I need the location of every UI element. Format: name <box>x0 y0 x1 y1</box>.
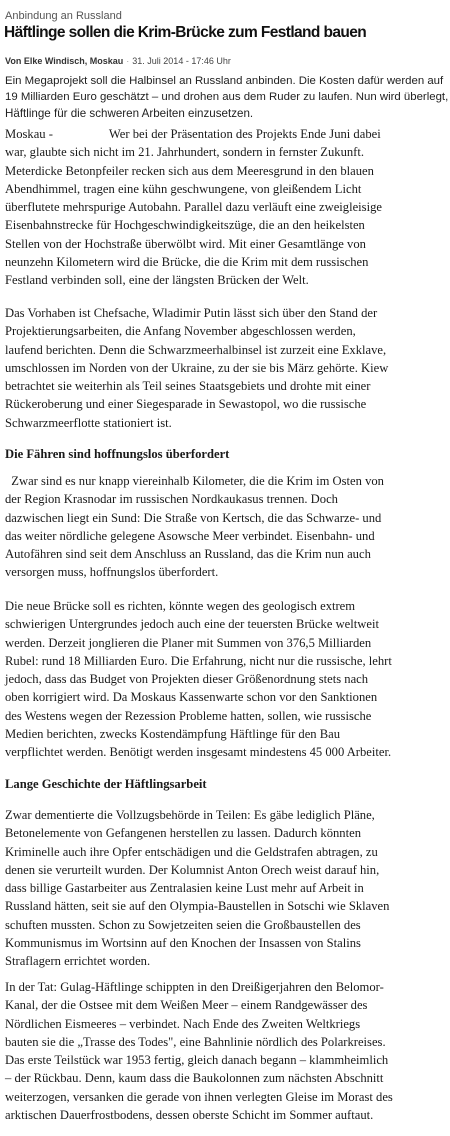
paragraph-line: Meterdicke Betonpfeiler recken sich aus dem Meeresgrund in den blauen <box>5 163 374 178</box>
section-heading: Lange Geschichte der Häftlingsarbeit <box>5 777 207 791</box>
paragraph-4 <box>5 597 448 762</box>
paragraph-line: Kanal, der die Ostsee mit dem Weißen Meer – einem Randgewässer des <box>5 998 368 1013</box>
article-byline <box>5 56 231 66</box>
dateline: Moskau - <box>5 127 53 141</box>
byline-date: 31. Juli 2014 - 17:46 Uhr <box>132 56 231 66</box>
paragraph-line: Eisenbahnstrecke für Hochgeschwindigkeitszüge, die an den heikelsten <box>5 218 365 233</box>
paragraph-line: dazwischen liegt ein Sund: Die Straße von Kertsch, die das Schwarze- und <box>5 510 382 525</box>
paragraph-line: Das Vorhaben ist Chefsache, Wladimir Putin lässt sich über den Stand der <box>5 306 378 320</box>
lead-line: Ein Megaprojekt soll die Halbinsel an Russland anbinden. Die Kosten dafür werden auf <box>5 75 444 87</box>
paragraph-line: jedoch, dass das Budget von Projekten dieser Größenordnung stets nach <box>5 672 369 687</box>
paragraph-line: Kriminelle auch ihre Opfer entschädigen und die Geldstrafen abtragen, zu <box>5 844 378 859</box>
paragraph-line: Die neue Brücke soll es richten, könnte wegen des geologisch extrem <box>5 599 356 613</box>
paragraph-line: weiterzogen, versanken die gerade von ihnen verlegten Gleise im Morast des <box>5 1089 393 1104</box>
article-headline: Häftlinge sollen die Krim-Brücke zum Festland bauen <box>4 24 367 41</box>
paragraph-line: oben korrigiert wird. Da Moskaus Kassenwarte schon vor den Sanktionen <box>5 690 378 705</box>
paragraph-6 <box>5 978 448 1124</box>
paragraph-line: Straflagern errichtet worden. <box>5 954 151 969</box>
paragraph-line: umschlossen im Norden von der Ukraine, zu der sie bis März gehörte. Kiew <box>5 360 389 375</box>
paragraph-1 <box>5 125 448 290</box>
paragraph-line: bauten sie die „Trasse des Todes", eine Bahnlinie nördlich des Polarkreises. <box>5 1034 386 1049</box>
paragraph-line: In der Tat: Gulag-Häftlinge schippten in den Dreißigerjahren den Belomor- <box>5 980 384 994</box>
paragraph-line: Rubel: rund 18 Milliarden Euro. Die Erfahrung, nicht nur die russische, lehrt <box>5 653 392 668</box>
paragraph-line: werden. Derzeit jonglieren die Planer mit Summen von 376,5 Milliarden <box>5 635 372 650</box>
paragraph-line: überflutete mehrspurige Autobahn. Parallel dazu verläuft eine zweigleisige <box>5 200 382 215</box>
paragraph-first-line: Moskau - Wer bei der Präsentation des Projekts Ende Juni dabei <box>5 127 381 141</box>
paragraph-line: Zwar dementierte die Vollzugsbehörde in Teilen: Es gäbe lediglich Pläne, <box>5 808 375 822</box>
paragraph-line: Autofähren sind seit dem Anschluss an Russland, das die Krim nun auch <box>5 547 371 562</box>
paragraph-line: Rückeroberung und einer Siegesparade in Sewastopol, wo die russische <box>5 397 367 412</box>
paragraph-line: des Westens wegen der Rezession Probleme hatten, sollen, wie russische <box>5 708 372 723</box>
paragraph-line: Medien berichten, zwecks Kostendämpfung Häftlinge für den Bau <box>5 727 341 742</box>
paragraph-line: war, glaubte sich nicht im 21. Jahrhundert, sondern in fernster Zukunft. <box>5 145 365 160</box>
paragraph-line: dass billige Gastarbeiter aus Zentralasien keine Lust mehr auf Arbeit in <box>5 881 364 896</box>
paragraph-line: laufend berichten. Denn die Schwarzmeerhalbinsel ist zurzeit eine Exklave, <box>5 342 387 357</box>
paragraph-line: denen sie verurteilt wurden. Der Kolumnist Anton Orech weist darauf hin, <box>5 862 380 877</box>
paragraph-line: Nördlichen Eismeeres – verbindet. Nach Ende des Zweiten Weltkriegs <box>5 1016 361 1031</box>
paragraph-line: schuften mussten. Schon zu Sowjetzeiten seien die Großbaustellen des <box>5 917 361 932</box>
lead-line: Häftlinge für die schweren Arbeiten einzusetzen. <box>5 106 254 120</box>
byline-separator: · <box>126 56 130 66</box>
article-kicker: Anbindung an Russland <box>5 10 122 22</box>
section-heading: Die Fähren sind hoffnungslos überfordert <box>5 447 230 461</box>
paragraph-line: Abendhimmel, tragen eine kühn geschwungene, von gleißendem Licht <box>5 181 362 196</box>
paragraph-2 <box>5 304 448 432</box>
paragraph-line: Schwarzmeerflotte stationiert ist. <box>5 415 172 430</box>
paragraph-line: versorgen muss, hoffnungslos überfordert. <box>5 565 219 580</box>
paragraph-line: Projektierungsarbeiten, die Anfang November abgeschlossen werden, <box>5 324 356 339</box>
paragraph-line: der Region Krasnodar im russischen Nordkaukasus trennen. Doch <box>5 492 338 507</box>
byline-author: Von Elke Windisch, Moskau <box>5 56 124 66</box>
paragraph-3 <box>5 472 448 582</box>
paragraph-line: betrachtet sie weiterhin als Teil seines Staatsgebiets und drohte mit einer <box>5 379 371 394</box>
paragraph-line: Stellen von der Hochstraße überwölbt wird. Mit einer Gesamtlänge von <box>5 236 366 251</box>
paragraph-line: Betonelemente von Gefangenen herstellen zu lassen. Dadurch könnten <box>5 826 361 841</box>
paragraph-line: Das erste Teilstück war 1953 fertig, gleich danach begann – klammheimlich <box>5 1053 389 1068</box>
paragraph-5 <box>5 806 448 971</box>
paragraph-line: arktischen Dauerfrostbodens, dessen oberste Schicht im Sommer auftaut. <box>5 1108 374 1123</box>
paragraph-line: Zwar sind es nur knapp viereinhalb Kilometer, die die Krim im Osten von <box>5 474 384 488</box>
paragraph-line: das weiter nördliche gelegene Asowsche Meer verbindet. Eisenbahn- und <box>5 528 375 543</box>
paragraph-line: schwierigen Untergrundes jedoch auch eine der teuersten Brücke weltweit <box>5 617 379 632</box>
paragraph-line: Kommunismus im Wortsinn auf den Knochen der Insassen von Stalins <box>5 936 361 951</box>
paragraph-line: neunzehn Kilometern wird die Brücke, die die Krim mit dem russischen <box>5 255 369 270</box>
paragraph-line: verpflichtet werden. Benötigt werden insgesamt mindestens 45 000 Arbeiter. <box>5 745 392 760</box>
paragraph-line: Russland hätten, seit sie auf den Olympia-Baustellen in Sotschi wie Sklaven <box>5 899 390 914</box>
lead-line: 19 Milliarden Euro geschätzt – und drohen aus dem Ruder zu laufen. Nun wird überlegt, <box>5 91 449 104</box>
article-lead <box>5 73 449 122</box>
paragraph-line: – der Rückbau. Denn, kaum dass die Baukolonnen zum nächsten Abschnitt <box>5 1071 384 1086</box>
paragraph-line: Festland verbinden soll, eine der längsten Brücken der Welt. <box>5 273 309 288</box>
